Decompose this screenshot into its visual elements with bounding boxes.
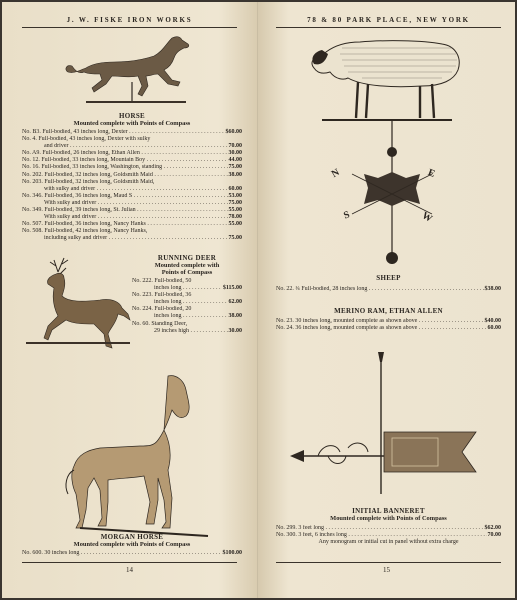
item-description: No. 4. Full-bodied, 43 inches long, Dexter with sulky [22,136,151,143]
price-list-item [276,286,501,293]
banneret-section [276,507,501,546]
item-price: 70.00 [487,532,501,539]
compass-n-label: N [329,166,342,181]
item-description: No. 12. Full-bodied, 33 inches long, Mountain Boy . . . [22,157,228,164]
banneret-title: INITIAL BANNERET [352,507,425,515]
price-list-item [22,143,242,150]
price-list-item [276,532,501,539]
price-list-item [22,129,242,136]
item-description: With sulky and driver . . . [44,214,228,221]
compass-s-label: W [419,210,435,225]
item-price [241,228,242,235]
banneret-note: Any monogram or initial cut in panel without extra charge [318,539,459,546]
price-list-item [22,193,242,200]
left-folio: 14 [126,566,133,574]
price-list-item [132,321,242,328]
left-running-head: J. W. FISKE IRON WORKS [66,16,193,24]
sheep-weathervane-illustration [302,34,472,274]
right-folio: 15 [383,566,390,574]
item-price: 70.00 [228,143,242,150]
morgan-price-list [22,550,242,557]
sheep-title: SHEEP [376,274,401,282]
item-price: 53.00 [228,192,242,199]
banneret-illustration [288,348,488,498]
price-list-item [276,525,501,532]
horse-section [22,112,242,243]
price-list-item [132,313,242,320]
item-description: No. 22. ¾ Full-bodied, 28 inches long . . . [276,286,484,293]
price-list-item [22,136,242,143]
item-price: 55.00 [228,221,242,228]
item-price: $60.00 [225,129,242,135]
item-price: 75.00 [228,235,242,242]
item-price: 30.00 [228,150,242,157]
item-price: 60.00 [228,185,242,192]
item-description: No. 60. Standing Deer, [132,320,188,327]
price-list-item [22,550,242,557]
bottom-rule [276,562,501,563]
right-page [258,2,515,598]
right-running-head: 78 & 80 PARK PLACE, NEW YORK [307,16,470,24]
price-list-item [276,318,501,325]
item-price: 78.00 [228,214,242,221]
item-price: 38.00 [228,313,242,320]
top-rule [22,27,237,28]
sheep-price-list [276,286,501,293]
price-list-item [22,172,242,179]
price-list-item [132,285,242,292]
price-list-item [22,179,242,186]
item-description: No. 300. 3 feet, 6 inches long . . . [276,532,487,539]
item-description: With sulky and driver . . . [44,200,228,207]
price-list-item [132,328,242,335]
item-description: No. 349. Full-bodied, 39 inches long, St. Julian . . . [22,207,228,214]
item-description: No. 600. 30 inches long . . . [22,550,222,557]
price-list-item [22,207,242,214]
price-list-item [276,325,501,332]
item-price [241,292,242,299]
item-price: 55.00 [228,207,242,214]
price-list-item [132,306,242,313]
morgan-section [22,533,242,557]
compass-e-label: E [426,167,437,180]
item-price: 38.00 [228,171,242,178]
item-description: 29 inches high . . . [154,328,228,335]
item-description: including sulky and driver . . . [44,235,228,242]
compass-w-label: S [342,209,352,222]
morgan-horse-illustration [60,370,210,538]
banneret-subtitle: Mounted complete with Points of Compass [330,515,447,522]
price-list-item [132,292,242,299]
item-description: No. 23. 30 inches long, mounted complete as shown above . . . [276,318,484,325]
deer-subtitle-1: Mounted complete with [154,262,220,269]
item-price: $115.00 [222,285,242,292]
item-price: $38.00 [484,286,501,292]
item-price [241,306,242,313]
item-price: 44.00 [228,157,242,164]
item-description: No. 223. Full-bodied, 36 [132,292,192,299]
item-price: 30.00 [228,327,242,334]
banneret-price-list [276,525,501,539]
price-list-item [22,186,242,193]
price-list-item [22,150,242,157]
item-price: $100.00 [222,550,242,556]
item-description: No. 299. 3 feet long . . . [276,525,484,532]
price-list-item [22,214,242,221]
deer-weathervane-illustration [20,254,132,364]
item-description: and driver . . . [44,143,228,150]
item-price: 75.00 [228,164,242,171]
item-description: inches long . . . [154,285,222,292]
merino-section [276,307,501,332]
item-price: 60.00 [487,325,501,332]
horse-title: HORSE [118,112,145,120]
item-description: No. 222. Full-bodied, 50 [132,278,192,284]
price-list-item [22,164,242,171]
catalog-spread [2,2,515,598]
price-list-item [22,235,242,242]
price-list-item [22,200,242,207]
morgan-title: MORGAN HORSE [100,533,164,541]
item-description: No. 508. Full-bodied, 42 inches long, Nancy Hanks, [22,228,148,235]
item-description: No. 16. Full-bodied, 33 inches long, Washington, standing . . . [22,164,228,171]
item-description: No. 203. Full-bodied, 32 inches long, Goldsmith Maid, [22,178,155,185]
price-list-item [132,299,242,306]
morgan-subtitle: Mounted complete with Points of Compass [73,541,191,548]
item-price: 62.00 [228,299,242,306]
item-description: No. A9. Full-bodied, 26 inches long, Ethan Allen . . . [22,150,228,157]
item-price [241,136,242,143]
item-description: No. 224. Full-bodied, 20 [132,306,192,313]
deer-section [132,254,242,335]
merino-price-list [276,318,501,332]
price-list-item [22,228,242,235]
item-description: inches long . . . [154,299,228,306]
item-description: No. 507. Full-bodied, 36 inches long, Nancy Hanks . . . [22,221,228,228]
item-price: $40.00 [484,318,501,324]
deer-title: RUNNING DEER [157,254,217,262]
item-description: inches long . . . [154,313,228,320]
horse-subtitle: Mounted complete with Points of Compass [73,120,191,127]
price-list-item [22,221,242,228]
item-price [241,321,242,328]
deer-price-list [132,278,242,335]
bottom-rule [22,562,237,563]
item-description: No. 202. Full-bodied, 32 inches long, Goldsmith Maid . . . [22,172,228,179]
sheep-section [276,274,501,293]
deer-subtitle-2: Points of Compass [161,269,213,276]
item-price: 75.00 [228,199,242,206]
left-page [2,2,258,598]
item-description: No. 346. Full-bodied, 36 inches long, Maud S . . . [22,193,228,200]
item-description: No. 24. 36 inches long, mounted complete as shown above . . . [276,325,487,332]
merino-title: MERINO RAM, ETHAN ALLEN [334,307,443,315]
price-list-item [22,157,242,164]
top-rule [276,27,501,28]
item-price [241,179,242,186]
item-price: $62.00 [484,525,501,531]
item-description: No. B3. Full-bodied, 43 inches long, Dexter . . . [22,129,225,136]
item-description: with sulky and driver . . . [44,186,228,193]
horse-weathervane-illustration [62,30,202,112]
horse-price-list [22,129,242,243]
